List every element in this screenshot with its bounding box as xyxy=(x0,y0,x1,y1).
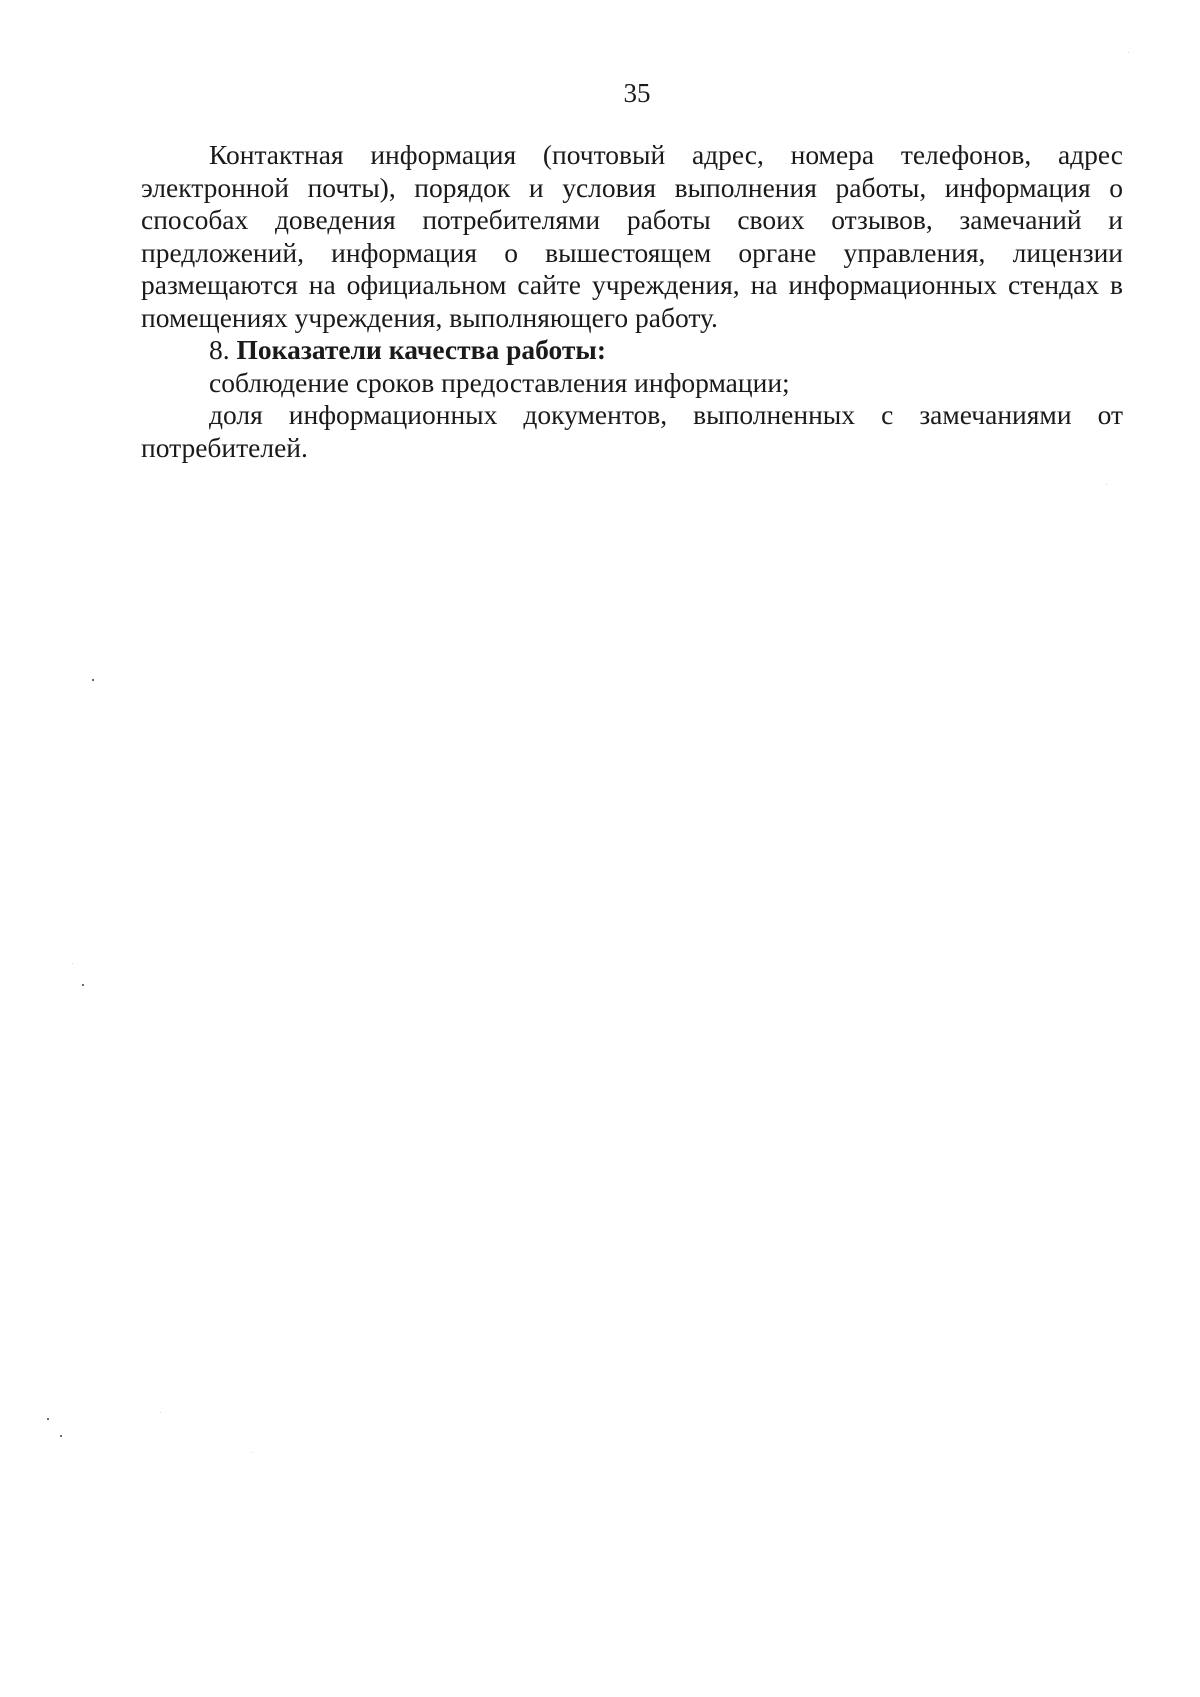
scan-speck xyxy=(82,984,84,986)
scan-speck xyxy=(252,1452,253,1453)
scan-speck xyxy=(47,1418,49,1420)
scan-speck xyxy=(160,1412,161,1413)
document-body xyxy=(141,139,1123,464)
section-number: 8. xyxy=(209,334,230,365)
scan-speck xyxy=(1106,484,1107,485)
indicator-item-1: соблюдение сроков предоставления информации; xyxy=(209,366,790,398)
contacts-paragraph: Контактная информация (почтовый адрес, номера телефонов, адрес электронной почты), порядок и условия выполнения работы, информация о способах доведения потребителями работы своих отзывов, замечаний и предложений, информация о вышестоящем органе управления, лицензии размещаются на официальном сайте учреждения, на информационных стендах в помещениях учреждения, выполняющего работу. xyxy=(141,139,1123,333)
section-heading xyxy=(141,334,1123,367)
scan-speck xyxy=(60,1435,62,1437)
indicator-item-2: доля информационных документов, выполненных с замечаниями от потребителей. xyxy=(141,399,1123,463)
section-title: Показатели качества работы: xyxy=(236,334,607,365)
scan-speck xyxy=(1128,52,1129,53)
page-number: 35 xyxy=(623,78,651,108)
scan-speck xyxy=(72,963,73,964)
scan-speck xyxy=(92,679,94,681)
